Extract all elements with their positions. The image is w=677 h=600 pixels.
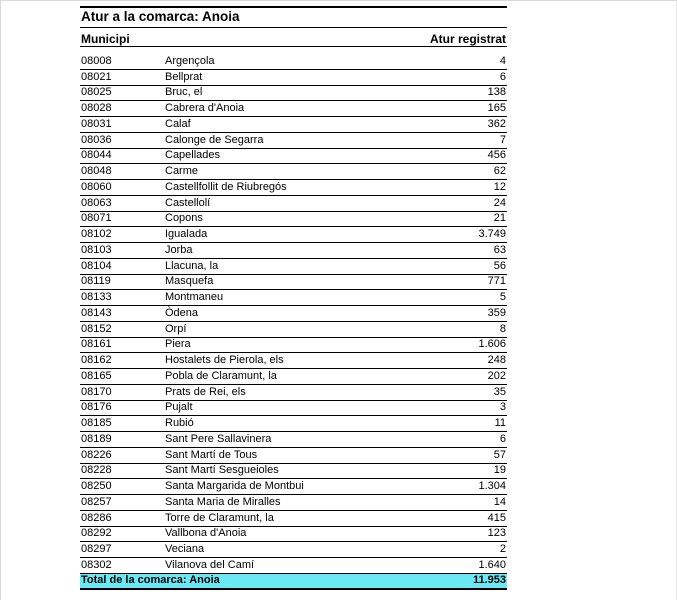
municipi-name: Veciana [165, 543, 205, 555]
municipi-name: Sant Pere Sallavinera [165, 432, 272, 445]
municipi-code: 08008 [81, 54, 112, 67]
table-row [80, 275, 507, 291]
municipi-name: Pobla de Claramunt, la [165, 369, 277, 382]
atur-value: 123 [487, 527, 506, 540]
municipi-code: 08021 [81, 70, 112, 83]
table-row [80, 464, 507, 480]
municipi-code: 08044 [81, 149, 112, 162]
atur-value: 21 [493, 212, 506, 225]
table-row [80, 212, 507, 228]
municipi-name: Prats de Rei, els [165, 385, 246, 398]
municipi-name: Castellolí [165, 196, 211, 209]
atur-value: 359 [487, 306, 506, 319]
municipi-name: Calonge de Segarra [165, 133, 264, 146]
municipi-name: Piera [165, 338, 191, 351]
municipi-code: 08226 [81, 448, 112, 461]
table-row [80, 149, 507, 165]
total-row [80, 574, 507, 590]
municipi-name: Bellprat [165, 70, 203, 83]
municipi-code: 08257 [81, 495, 112, 508]
title-bar [80, 6, 507, 25]
atur-value: 362 [487, 117, 506, 130]
municipi-code: 08119 [81, 275, 111, 288]
header-municipi: Municipi [81, 32, 130, 46]
atur-value: 12 [493, 180, 506, 193]
table-row [80, 101, 507, 117]
municipi-name: Pujalt [165, 401, 193, 414]
table-row [80, 542, 507, 558]
atur-value: 3.749 [478, 228, 506, 240]
total-label: Total de la comarca: Anoia [81, 574, 220, 587]
atur-value: 6 [499, 70, 506, 83]
table-row [80, 54, 507, 70]
table-row [80, 338, 507, 354]
atur-value: 5 [499, 291, 506, 303]
header-atur: Atur registrat [429, 32, 506, 46]
municipi-name: Hostalets de Pierola, els [165, 354, 284, 366]
atur-value: 35 [493, 385, 506, 398]
municipi-code: 08292 [81, 527, 112, 540]
total-value: 11.953 [472, 574, 506, 587]
municipi-name: Cabrera d'Anoia [165, 102, 245, 114]
municipi-name: Capellades [165, 149, 221, 162]
atur-value: 1.304 [478, 480, 506, 492]
table-row [80, 259, 507, 275]
municipi-code: 08297 [81, 543, 112, 555]
table-row [80, 196, 507, 212]
municipi-code: 08165 [81, 369, 112, 382]
municipi-code: 08152 [81, 322, 112, 335]
atur-value: 57 [493, 448, 506, 461]
atur-value: 1.640 [478, 558, 506, 571]
atur-value: 202 [487, 369, 506, 382]
table-row [80, 180, 507, 196]
municipi-name: Calaf [165, 117, 191, 130]
table-row [80, 527, 507, 543]
table-row [80, 133, 507, 149]
municipi-code: 08063 [81, 196, 112, 209]
atur-value: 6 [499, 432, 506, 445]
table-title: Atur a la comarca: Anoia [81, 9, 240, 24]
table-row [80, 70, 507, 86]
municipi-name: Bruc, el [165, 86, 203, 99]
atur-value: 14 [493, 495, 506, 508]
atur-value: 248 [487, 354, 506, 366]
table-row [80, 558, 507, 574]
atur-value: 456 [487, 149, 506, 162]
municipi-code: 08286 [81, 511, 112, 524]
atur-value: 19 [493, 464, 506, 477]
municipi-code: 08036 [81, 133, 112, 146]
municipi-code: 08031 [81, 117, 112, 130]
municipi-code: 08103 [81, 243, 112, 256]
municipi-name: Òdena [165, 306, 199, 319]
municipi-code: 08028 [81, 102, 112, 114]
table-row [80, 448, 507, 464]
municipi-name: Torre de Claramunt, la [165, 511, 274, 524]
municipi-code: 08102 [81, 228, 112, 240]
atur-value: 4 [499, 54, 506, 67]
table-row [80, 416, 507, 432]
municipi-name: Orpí [165, 322, 187, 335]
atur-value: 11 [494, 417, 506, 429]
atur-value: 8 [499, 322, 506, 335]
municipi-code: 08060 [81, 180, 112, 193]
municipi-code: 08025 [81, 86, 112, 99]
atur-value: 7 [499, 133, 506, 146]
atur-value: 771 [487, 275, 506, 288]
municipi-name: Santa Margarida de Montbui [165, 480, 304, 492]
municipi-name: Masquefa [165, 275, 214, 288]
table-body [80, 54, 507, 574]
municipi-name: Vallbona d'Anoia [165, 527, 247, 540]
table-row [80, 243, 507, 259]
municipi-code: 08250 [81, 480, 112, 492]
municipi-name: Jorba [165, 243, 193, 256]
municipi-name: Vilanova del Camí [165, 558, 255, 571]
table-row [80, 495, 507, 511]
municipi-name: Carme [165, 165, 199, 177]
municipi-name: Copons [165, 212, 203, 225]
municipi-code: 08161 [81, 338, 112, 351]
municipi-code: 08170 [81, 385, 112, 398]
atur-value: 24 [493, 196, 506, 209]
atur-value: 165 [487, 102, 506, 114]
municipi-code: 08228 [81, 464, 112, 477]
table-row [80, 290, 507, 306]
table-row [80, 353, 507, 369]
table-row [80, 306, 507, 322]
table-row [80, 401, 507, 417]
municipi-code: 08176 [81, 401, 112, 414]
municipi-name: Igualada [165, 228, 208, 240]
municipi-name: Montmaneu [165, 291, 224, 303]
table-row [80, 86, 507, 102]
municipi-name: Argençola [165, 54, 215, 67]
atur-value: 415 [487, 511, 506, 524]
frame-top [0, 0, 677, 1]
municipi-name: Rubió [165, 417, 194, 429]
municipi-name: Santa Maria de Miralles [165, 495, 281, 508]
unemployment-table [80, 6, 507, 590]
municipi-code: 08162 [81, 354, 112, 366]
table-row [80, 432, 507, 448]
municipi-code: 08133 [81, 291, 112, 303]
table-row [80, 322, 507, 338]
table-header [80, 28, 507, 47]
table-row [80, 479, 507, 495]
municipi-name: Castellfollit de Riubregós [165, 180, 287, 193]
atur-value: 63 [493, 243, 506, 256]
municipi-code: 08071 [81, 212, 112, 225]
table-row [80, 369, 507, 385]
municipi-code: 08048 [81, 165, 112, 177]
municipi-code: 08185 [81, 417, 112, 429]
municipi-code: 08302 [81, 558, 112, 571]
atur-value: 3 [499, 401, 506, 414]
atur-value: 2 [499, 543, 506, 555]
atur-value: 1.606 [478, 338, 506, 351]
table-row [80, 511, 507, 527]
atur-value: 138 [487, 86, 506, 99]
atur-value: 56 [493, 259, 506, 272]
municipi-code: 08143 [81, 306, 112, 319]
frame-left [0, 0, 1, 600]
municipi-code: 08189 [81, 432, 112, 445]
municipi-name: Sant Martí Sesgueioles [165, 464, 279, 477]
table-row [80, 227, 507, 243]
municipi-name: Sant Martí de Tous [165, 448, 258, 461]
municipi-name: Llacuna, la [165, 259, 219, 272]
table-row [80, 385, 507, 401]
table-row [80, 164, 507, 180]
municipi-code: 08104 [81, 259, 112, 272]
atur-value: 62 [493, 165, 506, 177]
table-row [80, 117, 507, 133]
